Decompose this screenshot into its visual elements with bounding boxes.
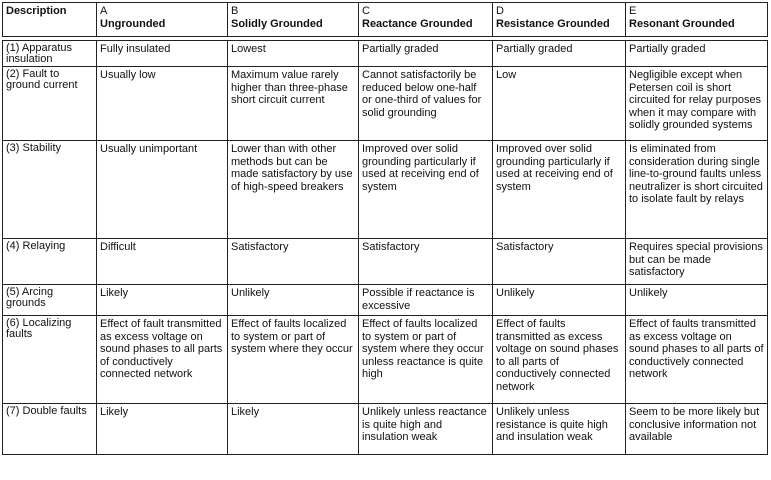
header-col-c [359,3,493,37]
table-cell: Satisfactory [228,239,359,285]
table-cell: Effect of faults transmitted as excess voltage on sound phases to all parts of conductively connected network [493,316,626,404]
row-description: (1) Apparatus insulation [3,41,97,67]
table-cell: Effect of fault transmitted as excess voltage on sound phases to all parts of conductively connected network [97,316,228,404]
table-cell: Usually low [97,67,228,141]
header-name: Resonant Grounded [629,17,735,30]
header-letter: A [100,5,108,17]
table-cell: Likely [97,285,228,316]
table-row [3,141,768,239]
table-cell: Partially graded [359,41,493,67]
header-description: Description [3,3,97,37]
table-cell: Usually unimportant [97,141,228,239]
table-cell: Possible if reactance is excessive [359,285,493,316]
row-description: (3) Stability [3,141,97,239]
grounding-comparison-table [2,2,768,455]
header-letter: C [362,5,370,17]
table-cell: Effect of faults localized to system or part of system where they occur [228,316,359,404]
table-row [3,239,768,285]
table-cell: Improved over solid grounding particularly if used at receiving end of system [359,141,493,239]
table-cell: Cannot satisfactorily be reduced below one-half or one-third of values for solid grounding [359,67,493,141]
row-description: (4) Relaying [3,239,97,285]
header-name: Solidly Grounded [231,17,323,30]
table-row [3,41,768,67]
table-row [3,285,768,316]
table-cell: Difficult [97,239,228,285]
table-cell: Unlikely [228,285,359,316]
table-cell: Improved over solid grounding particularly if used at receiving end of system [493,141,626,239]
header-letter: B [231,5,239,17]
table-cell: Fully insulated [97,41,228,67]
table-cell: Seem to be more likely but conclusive information not available [626,404,768,455]
row-description: (2) Fault to ground current [3,67,97,141]
row-description: (5) Arcing grounds [3,285,97,316]
row-description: (6) Localizing faults [3,316,97,404]
header-col-e [626,3,768,37]
table-row [3,67,768,141]
table-cell: Requires special provisions but can be made satisfactory [626,239,768,285]
table-cell: Satisfactory [493,239,626,285]
table-cell: Satisfactory [359,239,493,285]
table-row [3,316,768,404]
table-cell: Effect of faults transmitted as excess voltage on sound phases to all parts of conductively connected network [626,316,768,404]
header-col-d [493,3,626,37]
header-name: Ungrounded [100,17,166,30]
table-cell: Negligible except when Petersen coil is short circuited for relay purposes when it may compare with solidly grounded systems [626,67,768,141]
table-cell: Effect of faults localized to system or part of system where they occur unless reactance is quite high [359,316,493,404]
table-cell: Is eliminated from consideration during single line-to-ground faults unless neutralizer is short circuited to isolate fault by relays [626,141,768,239]
table-cell: Lowest [228,41,359,67]
table-cell: Partially graded [626,41,768,67]
table-cell: Maximum value rarely higher than three-phase short circuit current [228,67,359,141]
header-letter: D [496,5,504,17]
table-cell: Unlikely unless reactance is quite high and insulation weak [359,404,493,455]
table-cell: Likely [228,404,359,455]
table-cell: Likely [97,404,228,455]
table-cell: Unlikely unless resistance is quite high and insulation weak [493,404,626,455]
header-name: Reactance Grounded [362,17,473,30]
row-description: (7) Double faults [3,404,97,455]
header-col-b [228,3,359,37]
table-cell: Partially graded [493,41,626,67]
table-cell: Unlikely [626,285,768,316]
table-cell: Lower than with other methods but can be made satisfactory by use of high-speed breakers [228,141,359,239]
header-col-a [97,3,228,37]
header-letter: E [629,5,637,17]
table-cell: Unlikely [493,285,626,316]
table-row [3,404,768,455]
header-row [3,3,768,37]
header-name: Resistance Grounded [496,17,610,30]
table-cell: Low [493,67,626,141]
